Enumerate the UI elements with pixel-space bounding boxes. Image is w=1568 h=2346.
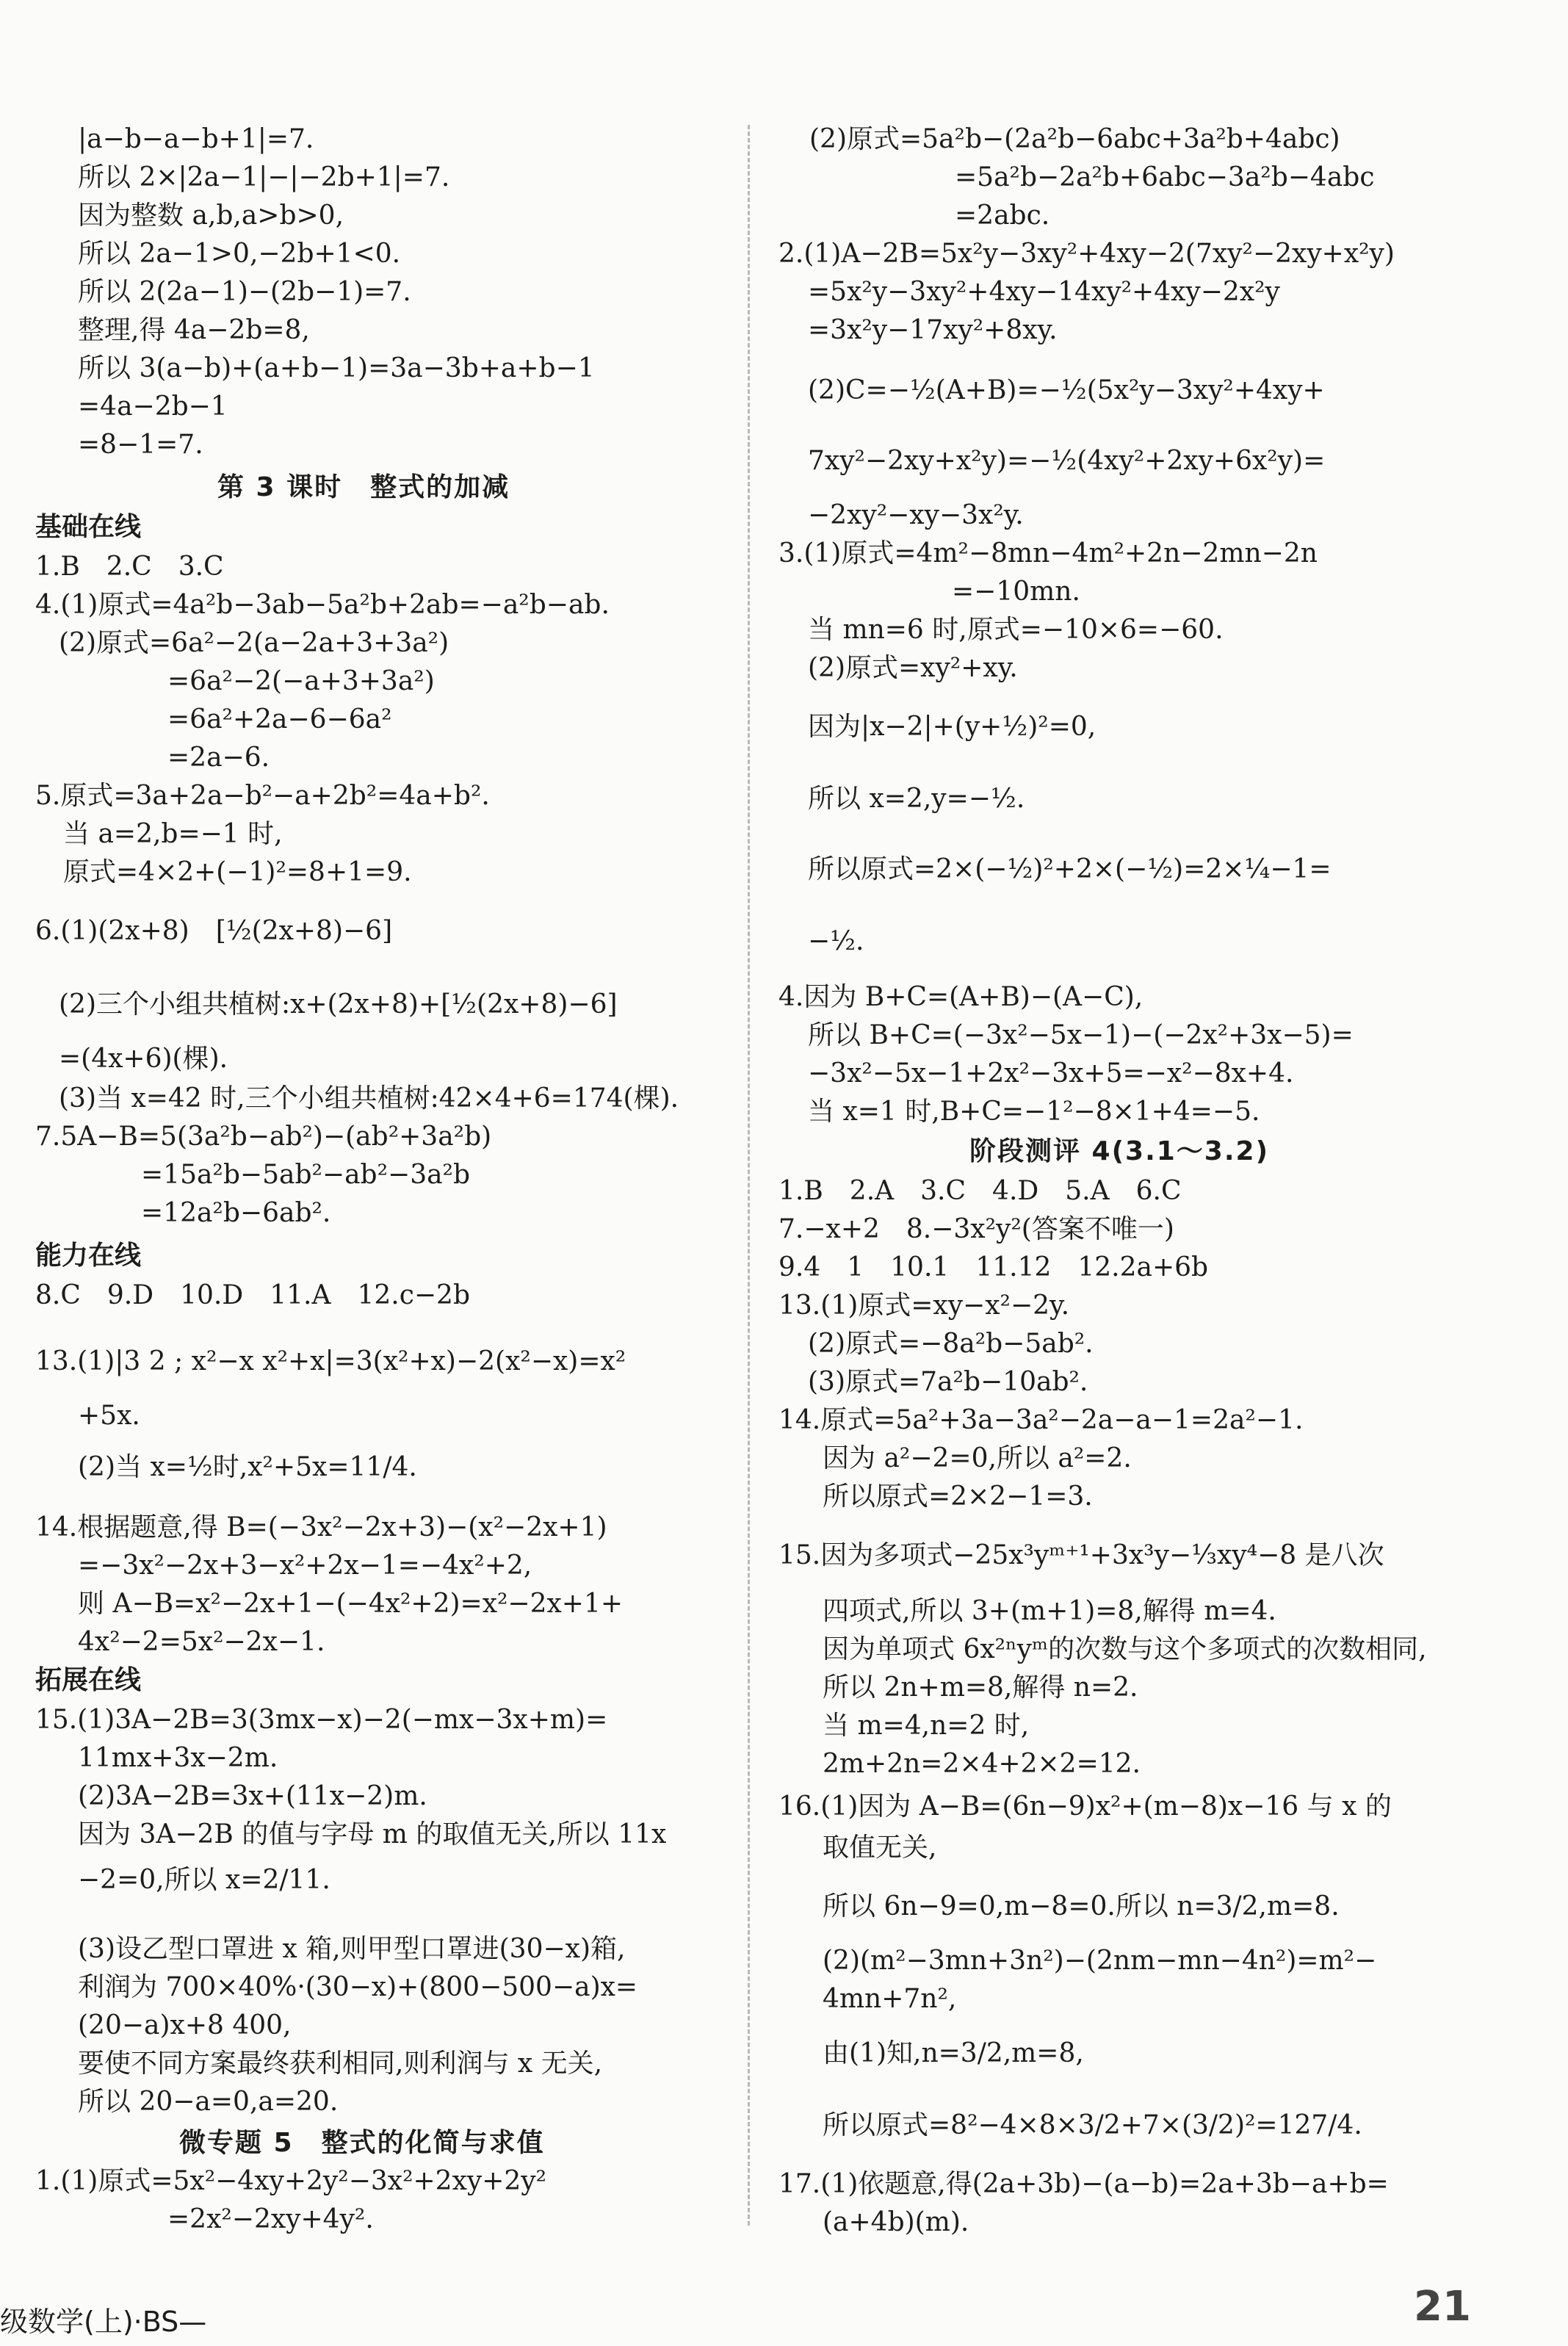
text-line: (3)当 x=42 时,三个小组共植树:42×4+6=174(棵). bbox=[59, 1083, 679, 1114]
text-line: 16.(1)因为 A−B=(6n−9)x²+(m−8)x−16 与 x 的 bbox=[778, 1791, 1392, 1822]
column-divider bbox=[748, 125, 750, 2226]
text-line: (2)原式=6a²−2(a−2a+3+3a²) bbox=[59, 628, 449, 658]
text-line: 9.4 1 10.1 11.12 12.2a+6b bbox=[778, 1252, 1209, 1282]
text-line: 当 mn=6 时,原式=−10×6=−60. bbox=[808, 615, 1224, 645]
text-line: 4x²−2=5x²−2x−1. bbox=[78, 1627, 325, 1657]
text-line: 17.(1)依题意,得(2a+3b)−(a−b)=2a+3b−a+b= bbox=[778, 2169, 1389, 2199]
text-line: 所以 20−a=0,a=20. bbox=[78, 2087, 339, 2117]
text-line: 所以 2×|2a−1|−|−2b+1|=7. bbox=[78, 162, 450, 192]
text-line: 因为 a²−2=0,所以 a²=2. bbox=[823, 1443, 1132, 1473]
text-line: 整理,得 4a−2b=8, bbox=[78, 315, 310, 345]
text-line: 2m+2n=2×4+2×2=12. bbox=[823, 1749, 1141, 1779]
text-line: 原式=4×2+(−1)²=8+1=9. bbox=[63, 857, 412, 887]
text-line: 所以原式=8²−4×8×3/2+7×(3/2)²=127/4. bbox=[823, 2110, 1362, 2140]
text-line: 因为整数 a,b,a>b>0, bbox=[78, 201, 344, 231]
text-line: =5x²y−3xy²+4xy−14xy²+4xy−2x²y bbox=[808, 277, 1280, 307]
text-line: +5x. bbox=[78, 1401, 140, 1431]
text-line: 15.因为多项式−25x³yᵐ⁺¹+3x³y−⅓xy⁴−8 是八次 bbox=[778, 1540, 1384, 1570]
text-line: =8−1=7. bbox=[78, 430, 203, 460]
text-line: 四项式,所以 3+(m+1)=8,解得 m=4. bbox=[823, 1596, 1276, 1626]
text-line: (2)原式=xy²+xy. bbox=[808, 653, 1018, 683]
footer-book-title: 级数学(上)·BS— bbox=[0, 2306, 207, 2338]
text-line: =6a²−2(−a+3+3a²) bbox=[167, 666, 435, 696]
text-line: =5a²b−2a²b+6abc−3a²b−4abc bbox=[955, 162, 1375, 192]
text-line: 所以 x=2,y=−½. bbox=[808, 784, 1025, 814]
text-line: =−3x²−2x+3−x²+2x−1=−4x²+2, bbox=[78, 1551, 532, 1581]
text-line: 4.(1)原式=4a²b−3ab−5a²b+2ab=−a²b−ab. bbox=[35, 590, 610, 620]
text-line: =6a²+2a−6−6a² bbox=[167, 704, 392, 735]
text-line: 4mn+7n², bbox=[823, 1984, 957, 2014]
text-line: 1.B 2.A 3.C 4.D 5.A 6.C bbox=[778, 1176, 1182, 1206]
text-line: 14.原式=5a²+3a−3a²−2a−a−1=2a²−1. bbox=[778, 1405, 1304, 1435]
text-line: 因为 3A−2B 的值与字母 m 的取值无关,所以 11x bbox=[78, 1819, 667, 1849]
section-title: 微专题 5 整式的化简与求值 bbox=[179, 2128, 545, 2158]
text-line: =3x²y−17xy²+8xy. bbox=[808, 315, 1058, 345]
text-line: 要使不同方案最终获利相同,则利润与 x 无关, bbox=[78, 2049, 603, 2079]
text-line: (20−a)x+8 400, bbox=[78, 2010, 292, 2040]
text-line: 所以 2a−1>0,−2b+1<0. bbox=[78, 239, 401, 269]
text-line: 所以 B+C=(−3x²−5x−1)−(−2x²+3x−5)= bbox=[808, 1020, 1354, 1050]
text-line: 7xy²−2xy+x²y)=−½(4xy²+2xy+6x²y)= bbox=[808, 446, 1326, 476]
text-line: 13.(1)原式=xy−x²−2y. bbox=[778, 1291, 1070, 1321]
text-line: 所以 2(2a−1)−(2b−1)=7. bbox=[78, 277, 411, 307]
page-number: 21 bbox=[1414, 2283, 1471, 2331]
text-line: 当 x=1 时,B+C=−1²−8×1+4=−5. bbox=[808, 1097, 1260, 1127]
text-line: 8.C 9.D 10.D 11.A 12.c−2b bbox=[35, 1280, 470, 1310]
section-header: 拓展在线 bbox=[35, 1665, 142, 1695]
text-line: 因为单项式 6x²ⁿyᵐ的次数与这个多项式的次数相同, bbox=[823, 1634, 1427, 1664]
text-line: 6.(1)(2x+8) [½(2x+8)−6] bbox=[35, 916, 393, 946]
text-line: (2)原式=5a²b−(2a²b−6abc+3a²b+4abc) bbox=[809, 124, 1340, 154]
section-header: 能力在线 bbox=[35, 1241, 142, 1271]
text-line: 13.(1)|3 2 ; x²−x x²+x|=3(x²+x)−2(x²−x)=x² bbox=[35, 1346, 626, 1376]
text-line: (2)(m²−3mn+3n²)−(2nm−mn−4n²)=m²− bbox=[823, 1946, 1377, 1976]
text-line: (2)3A−2B=3x+(11x−2)m. bbox=[78, 1781, 427, 1811]
text-line: 3.(1)原式=4m²−8mn−4m²+2n−2mn−2n bbox=[778, 538, 1318, 569]
text-line: 由(1)知,n=3/2,m=8, bbox=[823, 2038, 1084, 2068]
text-line: =−10mn. bbox=[952, 577, 1080, 607]
text-line: 利润为 700×40%·(30−x)+(800−500−a)x= bbox=[78, 1972, 638, 2002]
text-line: =15a²b−5ab²−ab²−3a²b bbox=[141, 1160, 471, 1190]
text-line: =(4x+6)(棵). bbox=[59, 1044, 228, 1074]
text-line: =12a²b−6ab². bbox=[141, 1198, 331, 1228]
text-line: (2)三个小组共植树:x+(2x+8)+[½(2x+8)−6] bbox=[59, 989, 618, 1019]
text-line: =2abc. bbox=[955, 201, 1050, 231]
text-line: (2)C=−½(A+B)=−½(5x²y−3xy²+4xy+ bbox=[808, 375, 1325, 405]
text-line: 4.因为 B+C=(A+B)−(A−C), bbox=[778, 982, 1144, 1012]
text-line: 所以 6n−9=0,m−8=0.所以 n=3/2,m=8. bbox=[823, 1891, 1340, 1921]
text-line: 所以 3(a−b)+(a+b−1)=3a−3b+a+b−1 bbox=[78, 353, 595, 383]
text-line: −2=0,所以 x=2/11. bbox=[78, 1865, 330, 1895]
text-line: =2x²−2xy+4y². bbox=[167, 2204, 374, 2234]
text-line: −2xy²−xy−3x²y. bbox=[808, 500, 1024, 530]
text-line: (a+4b)(m). bbox=[823, 2207, 969, 2237]
text-line: 5.原式=3a+2a−b²−a+2b²=4a+b². bbox=[35, 781, 490, 811]
text-line: 当 a=2,b=−1 时, bbox=[63, 819, 283, 849]
text-line: −½. bbox=[808, 926, 864, 956]
text-line: 所以原式=2×(−½)²+2×(−½)=2×¼−1= bbox=[808, 854, 1332, 884]
text-line: 7.−x+2 8.−3x²y²(答案不唯一) bbox=[778, 1214, 1174, 1244]
text-line: 所以原式=2×2−1=3. bbox=[823, 1481, 1093, 1512]
text-line: =2a−6. bbox=[167, 743, 270, 773]
text-line: 所以 2n+m=8,解得 n=2. bbox=[823, 1672, 1138, 1703]
text-line: 11mx+3x−2m. bbox=[78, 1743, 278, 1773]
text-line: 则 A−B=x²−2x+1−(−4x²+2)=x²−2x+1+ bbox=[78, 1589, 624, 1619]
text-line: |a−b−a−b+1|=7. bbox=[78, 124, 314, 154]
text-line: −3x²−5x−1+2x²−3x+5=−x²−8x+4. bbox=[808, 1058, 1294, 1089]
text-line: 2.(1)A−2B=5x²y−3xy²+4xy−2(7xy²−2xy+x²y) bbox=[778, 239, 1395, 269]
text-line: (3)设乙型口罩进 x 箱,则甲型口罩进(30−x)箱, bbox=[78, 1934, 626, 1964]
text-line: 因为|x−2|+(y+½)²=0, bbox=[808, 712, 1096, 742]
text-line: 15.(1)3A−2B=3(3mx−x)−2(−mx−3x+m)= bbox=[35, 1705, 608, 1735]
text-line: (3)原式=7a²b−10ab². bbox=[808, 1367, 1088, 1397]
text-line: 当 m=4,n=2 时, bbox=[823, 1711, 1030, 1741]
section-title: 阶段测评 4(3.1～3.2) bbox=[969, 1136, 1270, 1166]
section-header: 基础在线 bbox=[35, 512, 142, 542]
text-line: 1.(1)原式=5x²−4xy+2y²−3x²+2xy+2y² bbox=[35, 2166, 547, 2196]
text-line: =4a−2b−1 bbox=[78, 391, 228, 422]
text-line: 取值无关, bbox=[823, 1833, 937, 1863]
text-line: 7.5A−B=5(3a²b−ab²)−(ab²+3a²b) bbox=[35, 1122, 492, 1152]
section-title: 第 3 课时 整式的加减 bbox=[217, 472, 510, 502]
text-line: 14.根据题意,得 B=(−3x²−2x+3)−(x²−2x+1) bbox=[35, 1512, 607, 1542]
text-line: (2)原式=−8a²b−5ab². bbox=[808, 1329, 1094, 1359]
text-line: (2)当 x=½时,x²+5x=11/4. bbox=[78, 1452, 417, 1482]
text-line: 1.B 2.C 3.C bbox=[35, 552, 224, 582]
